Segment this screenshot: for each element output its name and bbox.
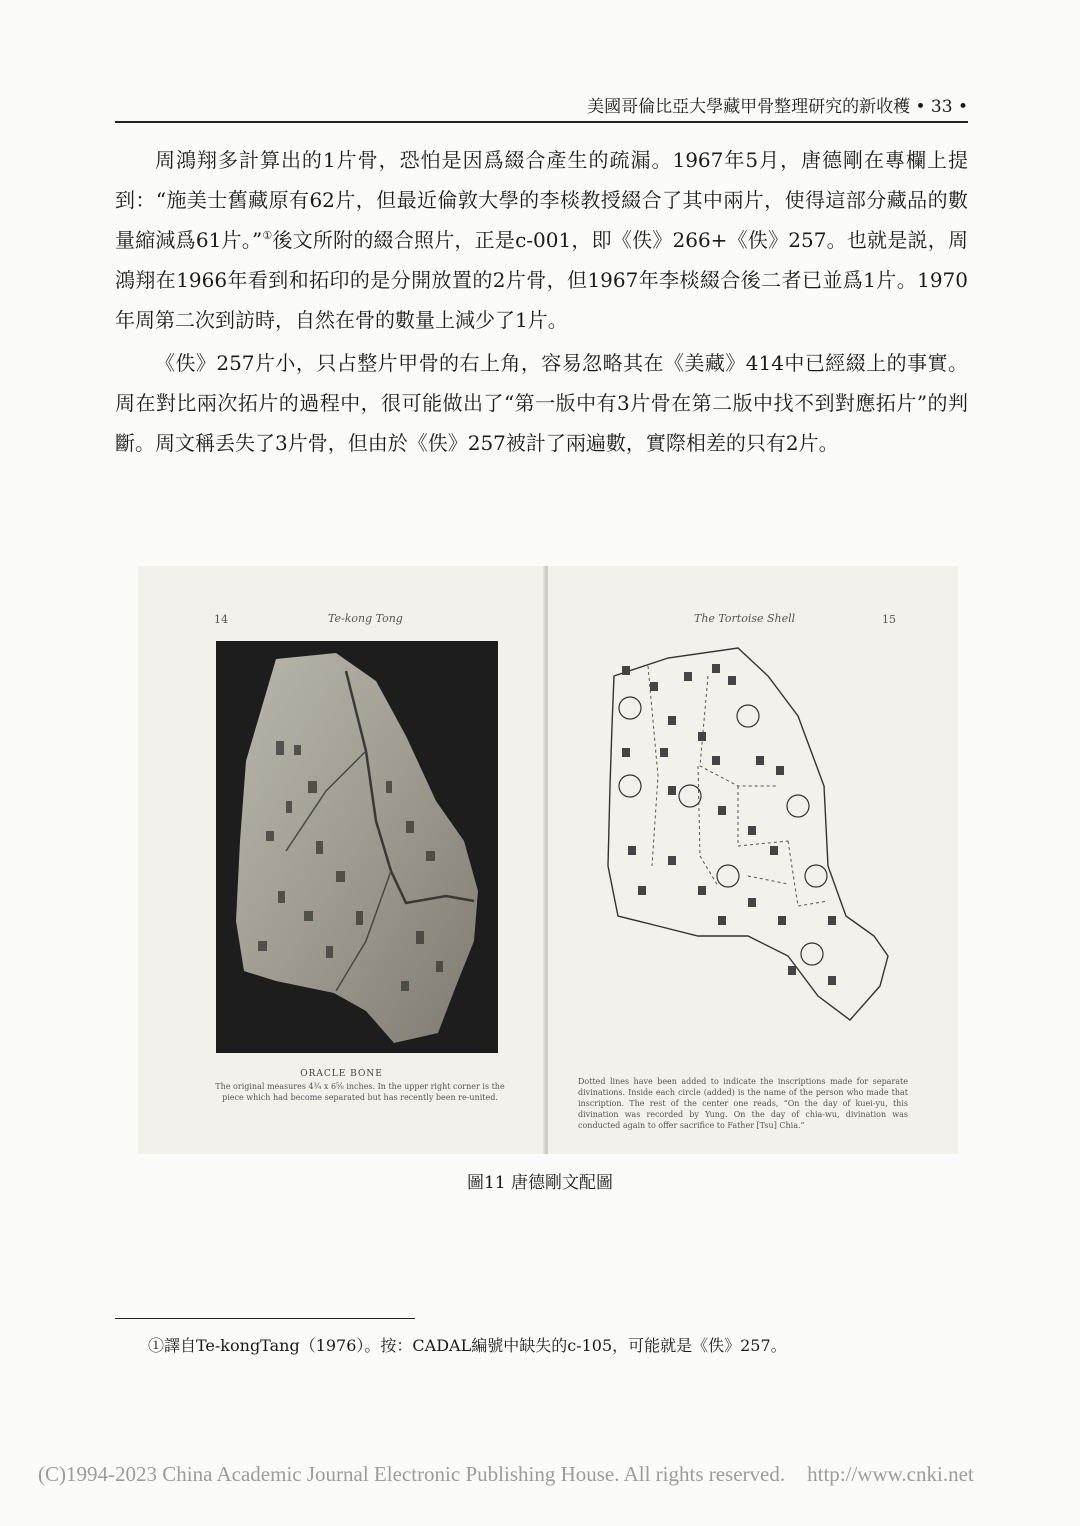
left-page-number: 14: [214, 613, 228, 626]
figure-caption: 圖11 唐德剛文配圖: [466, 1173, 614, 1193]
running-header: 美國哥倫比亞大學藏甲骨整理研究的新收穫 • 33 •: [587, 97, 968, 117]
left-caption-text: The original measures 4¾ x 6⅝ inches. In the upper right corner is the piece which had become separated but has recently been re-united.: [215, 1082, 505, 1102]
oracle-bone-photo: [216, 641, 498, 1053]
copyright-line: [38, 1462, 974, 1487]
footnote-marker[interactable]: ①: [262, 229, 273, 242]
left-page-title: Te-kong Tong: [328, 612, 403, 625]
paragraph-2: 《佚》257片小，只占整片甲骨的右上角，容易忽略其在《美藏》414中已經綴上的事實。周在對比兩次拓片的過程中，很可能做出了“第一版中有3片骨在第二版中找不到對應拓片”的判斷。周文稱丢失了3片骨，但由於《佚》257被計了兩遍數，實際相差的只有2片。: [115, 351, 968, 455]
body-text: [115, 140, 968, 466]
copyright-url[interactable]: http://www.cnki.net: [807, 1462, 974, 1486]
left-caption-heading: ORACLE BONE: [300, 1069, 383, 1079]
paragraph-1: [115, 140, 968, 340]
right-page-number: 15: [882, 613, 896, 626]
right-page-title: The Tortoise Shell: [694, 612, 796, 625]
paragraph-1-part-a: 周鴻翔多計算出的1片骨，恐怕是因爲綴合產生的疏漏。1967年5月，唐德剛在專欄上提到：“施美士舊藏原有62片，但最近倫敦大學的李棪教授綴合了其中兩片，使得這部分藏品的數量縮減爲61片。”: [115, 148, 968, 252]
footnote-rule: [115, 1318, 415, 1319]
header-rule: [115, 121, 968, 123]
figure-book-spread: [138, 566, 958, 1154]
right-book-page: [548, 566, 958, 1154]
oracle-bone-drawing: [588, 636, 908, 1036]
left-book-page: [138, 566, 545, 1154]
right-caption-text: Dotted lines have been added to indicate the inscriptions made for separate divinations. Inside each circle (added) is the name of the person who made that inscription. The rest of the center one reads, “On the day of kuei-yu, this divination was recorded by Yung. On the day of chia-wu, divination was conducted again to offer sacrifice to Father [Tsu] Chia.”: [578, 1077, 908, 1130]
footnote: ①譯自Te-kongTang（1976）。按：CADAL編號中缺失的c-105，可能就是《佚》257。: [148, 1336, 787, 1355]
copyright-notice: (C)1994-2023 China Academic Journal Electronic Publishing House. All rights reserved.: [38, 1462, 786, 1486]
oracle-bone-image: [216, 641, 498, 1053]
paragraph-1-part-b: 後文所附的綴合照片，正是c-001，即《佚》266+《佚》257。也就是説，周鴻翔在1966年看到和拓印的是分開放置的2片骨，但1967年李棪綴合後二者已並爲1片。1970年周第二次到訪時，自然在骨的數量上減少了1片。: [115, 228, 968, 332]
